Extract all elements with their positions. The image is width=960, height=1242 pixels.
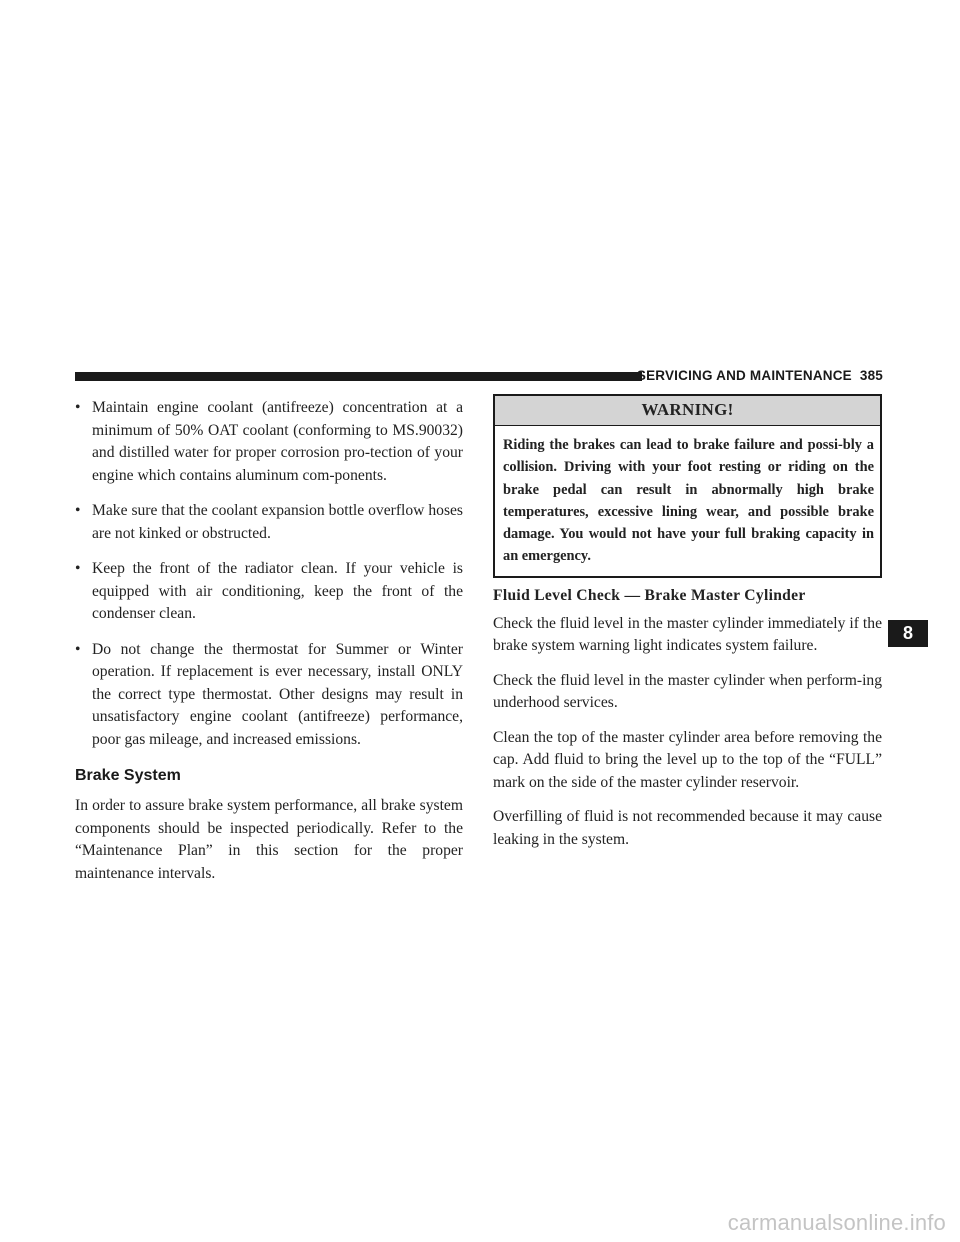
section-heading: Brake System bbox=[75, 767, 181, 784]
bullet-text: Make sure that the coolant expansion bottle overflow hoses are not kinked or obstructed. bbox=[92, 502, 463, 542]
page-number: 385 bbox=[859, 368, 883, 383]
warning-title: WARNING! bbox=[495, 396, 880, 426]
section-title: SERVICING AND MAINTENANCE bbox=[636, 368, 852, 383]
warning-box bbox=[493, 394, 882, 578]
right-column bbox=[493, 394, 882, 863]
bullet-text: Keep the front of the radiator clean. If your vehicle is equipped with air conditioning, keep the front of the condenser clean. bbox=[92, 560, 463, 622]
warning-body: Riding the brakes can lead to brake failure and possi-bly a collision. Driving with your foot resting or riding on the brake pedal can result in abnormally high brake temperatures, excessive lining wear, and possible brake damage. You would not have your full braking capacity in an emergency. bbox=[503, 437, 874, 565]
body-paragraph: Overfilling of fluid is not recommended because it may cause leaking in the system. bbox=[493, 808, 882, 848]
body-paragraph: Check the fluid level in the master cylinder immediately if the brake system warning light indicates system failure. bbox=[493, 614, 882, 655]
body-paragraph: In order to assure brake system performance, all brake system components should be inspected periodically. Refer to the “Maintenance Plan” in this section for the proper maintenance intervals. bbox=[75, 797, 463, 882]
bullet-item bbox=[75, 397, 463, 487]
chapter-tab: 8 bbox=[888, 620, 928, 647]
body-paragraph: Check the fluid level in the master cylinder when perform-ing underhood services. bbox=[493, 671, 882, 712]
body-paragraph: Clean the top of the master cylinder area before removing the cap. Add fluid to bring the level up to the top of the “FULL” mark on the side of the master cylinder reservoir. bbox=[493, 728, 882, 791]
bullet-icon: • bbox=[75, 502, 81, 519]
header-rule bbox=[75, 372, 642, 381]
bullet-item bbox=[75, 500, 463, 545]
bullet-text: Do not change the thermostat for Summer or Winter operation. If replacement is ever necessary, install ONLY the correct type thermostat. Other designs may result in unsatisfactory engine coolant (antifreeze) performance, poor gas mileage, and increased emissions. bbox=[92, 640, 463, 748]
bullet-item bbox=[75, 639, 463, 752]
bullet-icon: • bbox=[75, 640, 81, 658]
left-column bbox=[75, 397, 463, 897]
watermark: carmanualsonline.info bbox=[727, 1210, 946, 1235]
subsection-heading: Fluid Level Check — Brake Master Cylinder bbox=[493, 586, 806, 604]
running-header bbox=[637, 368, 883, 383]
bullet-icon: • bbox=[75, 560, 81, 577]
bullet-item bbox=[75, 558, 463, 626]
bullet-text: Maintain engine coolant (antifreeze) concentration at a minimum of 50% OAT coolant (conforming to MS.90032) and distilled water for proper corrosion pro-tection of your engine which contains aluminum com-ponents. bbox=[92, 399, 463, 484]
bullet-icon: • bbox=[75, 399, 81, 416]
